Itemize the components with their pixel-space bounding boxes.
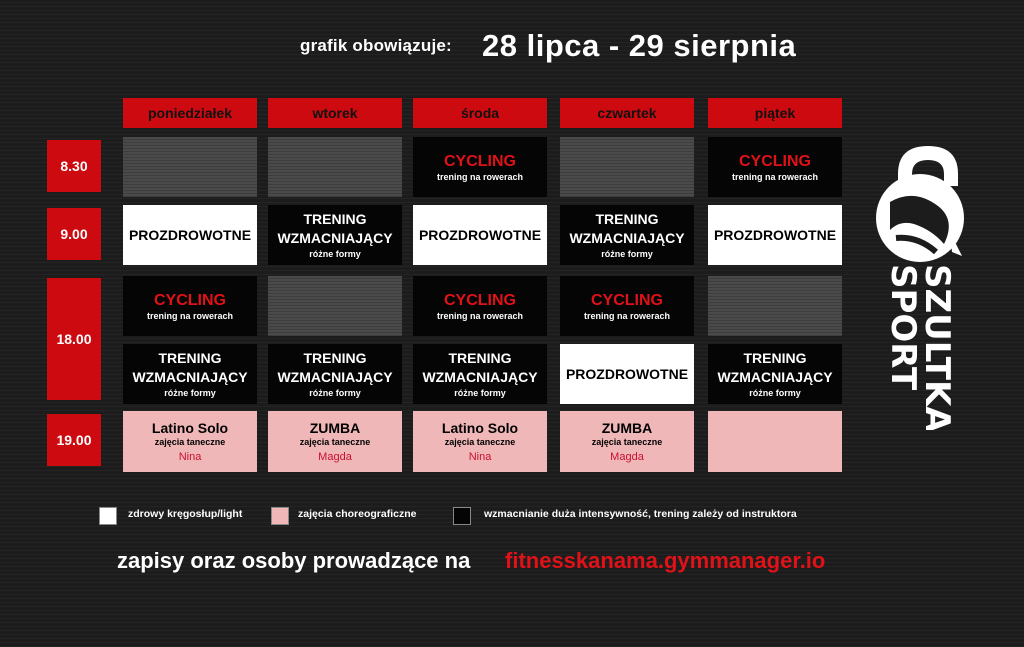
- slot-thu-0900-trening: [560, 205, 694, 265]
- slot-wed-1800-cycling: [413, 276, 547, 336]
- legend-label-white: zdrowy kręgosłup/light: [128, 508, 243, 520]
- slot-tue-1900-zumba: [268, 411, 402, 472]
- slot-thu-1800-cycling: [560, 276, 694, 336]
- slot-mon-1900-latino: [123, 411, 257, 472]
- legend-label-black: wzmacnianie duża intensywność, trening zależy od instruktora: [484, 508, 797, 520]
- class-title-line2: WZMACNIAJĄCY: [422, 369, 538, 385]
- class-title-line1: TRENING: [595, 211, 659, 227]
- slot-thu-0830-empty: [560, 137, 694, 197]
- class-title-line1: TRENING: [448, 350, 512, 366]
- class-title-line1: TRENING: [303, 211, 367, 227]
- footer-url[interactable]: fitnesskanama.gymmanager.io: [505, 548, 826, 573]
- class-title-line2: WZMACNIAJĄCY: [277, 369, 393, 385]
- legend-label-pink: zajęcia choreograficzne: [298, 508, 417, 520]
- slot-fri-1900-empty-pink: [708, 411, 842, 472]
- class-subtitle: trening na rowerach: [583, 310, 671, 321]
- class-title: CYCLING: [591, 291, 663, 309]
- instructor-name: Nina: [468, 450, 492, 463]
- slot-fri-0900-prozdrowotne: [708, 205, 842, 265]
- slot-wed-1900-latino: [413, 411, 547, 472]
- class-subtitle: różne formy: [749, 388, 801, 398]
- class-title: Latino Solo: [151, 419, 229, 436]
- instructor-name: Magda: [610, 450, 644, 463]
- day-header-tuesday: wtorek: [268, 98, 402, 128]
- instructor-name: Magda: [318, 450, 352, 463]
- slot-tue-0830-empty: [268, 137, 402, 197]
- slot-thu-1900-zumba: [560, 411, 694, 472]
- class-subtitle: różne formy: [601, 249, 653, 259]
- footer: [117, 546, 877, 580]
- class-title-line2: WZMACNIAJĄCY: [717, 369, 833, 385]
- slot-fri-1800-empty: [708, 276, 842, 336]
- slot-mon-0900-prozdrowotne: [123, 205, 257, 265]
- slot-tue-0900-trening: [268, 205, 402, 265]
- class-title: PROZDROWOTNE: [713, 226, 837, 243]
- class-title: CYCLING: [444, 152, 516, 170]
- legend-swatch-white: [99, 507, 117, 525]
- slot-wed-0830-cycling: [413, 137, 547, 197]
- class-subtitle: trening na rowerach: [436, 171, 524, 182]
- class-title-line2: WZMACNIAJĄCY: [277, 230, 393, 246]
- validity-dates: 28 lipca - 29 sierpnia: [482, 28, 797, 63]
- class-title-line2: WZMACNIAJĄCY: [569, 230, 685, 246]
- schedule-header: [300, 28, 860, 68]
- logo-text-line1: SZULTKA: [917, 264, 957, 430]
- slot-mon-1800-cycling: [123, 276, 257, 336]
- class-title: CYCLING: [444, 291, 516, 309]
- class-subtitle: zajęcia taneczne: [591, 436, 663, 447]
- legend-swatch-black: [453, 507, 471, 525]
- day-header-thursday: czwartek: [560, 98, 694, 128]
- day-header-monday: poniedziałek: [123, 98, 257, 128]
- slot-fri-0830-cycling: [708, 137, 842, 197]
- day-header-wednesday: środa: [413, 98, 547, 128]
- class-subtitle: zajęcia taneczne: [154, 436, 226, 447]
- footer-text: zapisy oraz osoby prowadzące na: [117, 548, 471, 573]
- validity-label: grafik obowiązuje:: [300, 36, 452, 55]
- class-title-line1: TRENING: [158, 350, 222, 366]
- slot-wed-1800-trening: [413, 344, 547, 404]
- class-subtitle: zajęcia taneczne: [299, 436, 371, 447]
- class-title-line2: WZMACNIAJĄCY: [132, 369, 248, 385]
- class-title: PROZDROWOTNE: [128, 226, 252, 243]
- class-title: ZUMBA: [309, 419, 361, 436]
- kettlebell-icon: [858, 140, 978, 430]
- slot-fri-1800-trening: [708, 344, 842, 404]
- class-subtitle: różne formy: [309, 388, 361, 398]
- class-title-line1: TRENING: [743, 350, 807, 366]
- class-title: PROZDROWOTNE: [565, 365, 689, 382]
- class-subtitle: różne formy: [309, 249, 361, 259]
- instructor-name: Nina: [178, 450, 202, 463]
- class-title: ZUMBA: [601, 419, 653, 436]
- day-header-friday: piątek: [708, 98, 842, 128]
- class-subtitle: różne formy: [454, 388, 506, 398]
- slot-wed-0900-prozdrowotne: [413, 205, 547, 265]
- class-title-line1: TRENING: [303, 350, 367, 366]
- slot-tue-1800-trening: [268, 344, 402, 404]
- class-title: CYCLING: [154, 291, 226, 309]
- slot-mon-0830-empty: [123, 137, 257, 197]
- class-title: Latino Solo: [441, 419, 519, 436]
- legend-swatch-pink: [271, 507, 289, 525]
- brand-logo: [858, 140, 978, 430]
- slot-thu-1800-prozdrowotne: [560, 344, 694, 404]
- logo-text-line2: SPORT: [883, 264, 923, 391]
- class-subtitle: trening na rowerach: [436, 310, 524, 321]
- class-title: CYCLING: [739, 152, 811, 170]
- class-subtitle: trening na rowerach: [731, 171, 819, 182]
- time-label-1900: 19.00: [47, 414, 101, 466]
- slot-mon-1800-trening: [123, 344, 257, 404]
- time-label-0830: 8.30: [47, 140, 101, 192]
- class-subtitle: zajęcia taneczne: [444, 436, 516, 447]
- time-label-0900: 9.00: [47, 208, 101, 260]
- class-subtitle: trening na rowerach: [146, 310, 234, 321]
- time-label-1800: 18.00: [47, 278, 101, 400]
- slot-tue-1800-empty: [268, 276, 402, 336]
- class-subtitle: różne formy: [164, 388, 216, 398]
- class-title: PROZDROWOTNE: [418, 226, 542, 243]
